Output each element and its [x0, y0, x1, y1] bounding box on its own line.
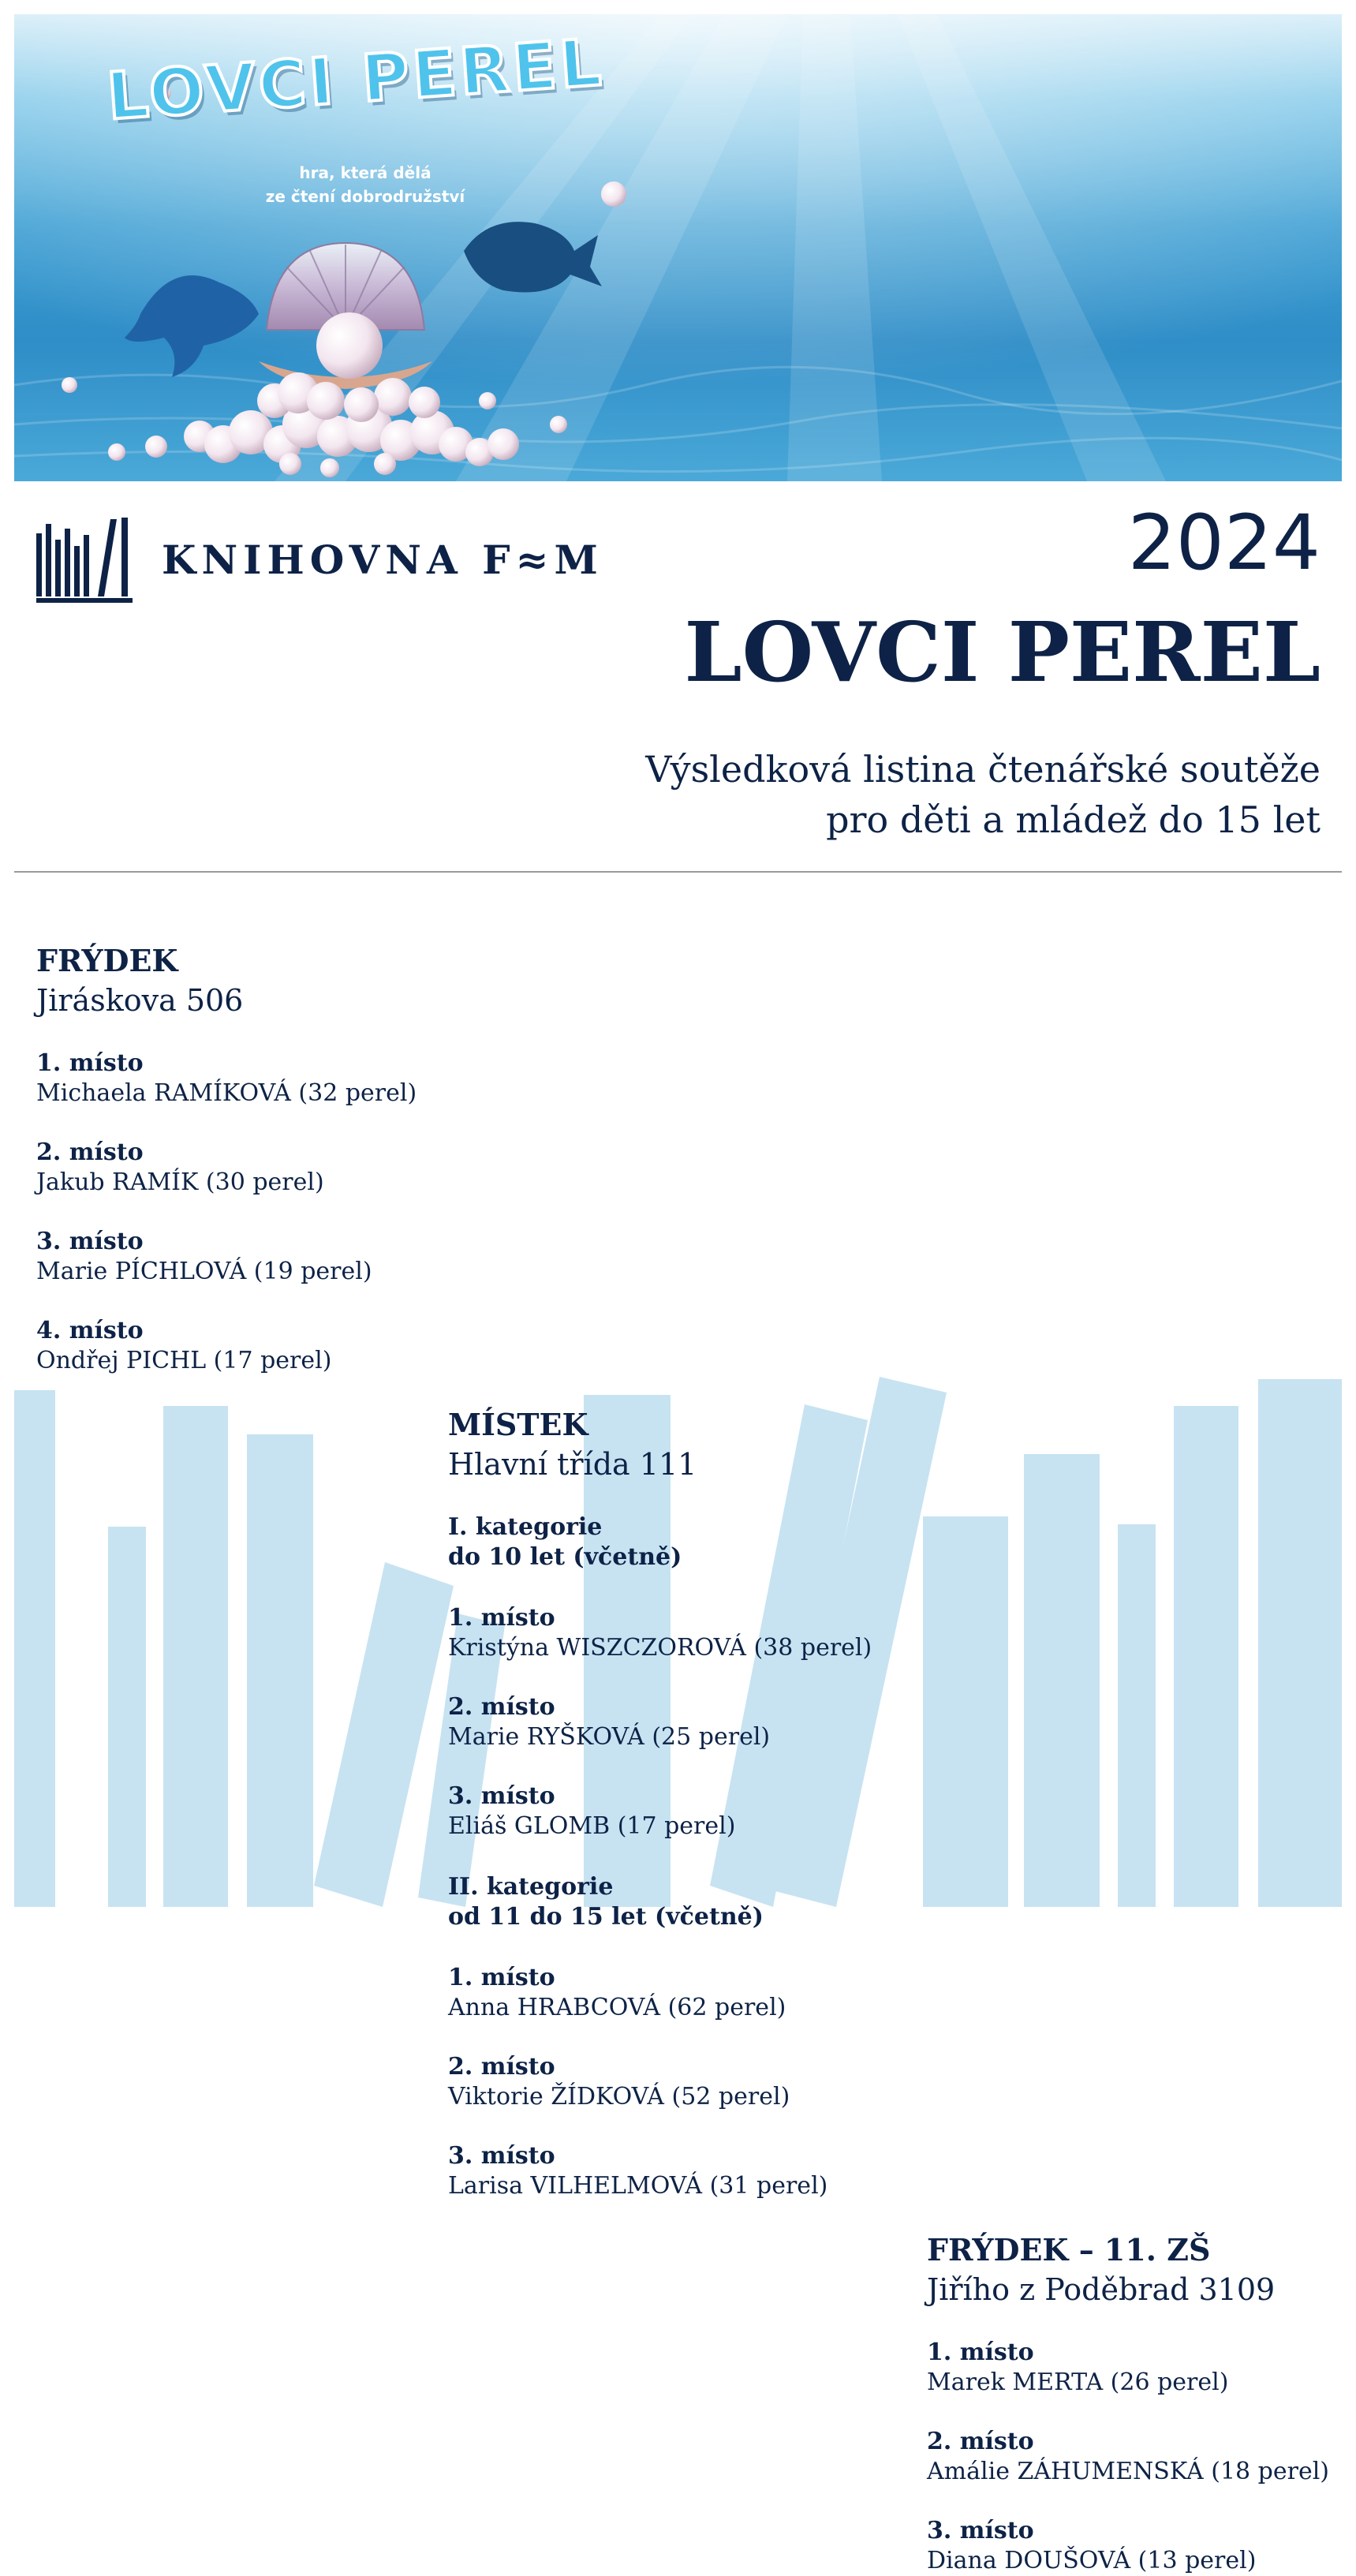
game-logo-title: LOVCI PEREL: [104, 25, 607, 135]
winner-name: Larisa VILHELMOVÁ (31 perel): [448, 2172, 828, 2200]
divider: [14, 871, 1342, 873]
branch-name: FRÝDEK – 11. ZŠ: [927, 2232, 1211, 2268]
winner-name: Jakub RAMÍK (30 perel): [36, 1168, 324, 1196]
result-entry: [448, 1603, 890, 1663]
winner-name: Michaela RAMÍKOVÁ (32 perel): [36, 1079, 417, 1107]
category-title: II. kategorie: [448, 1873, 614, 1901]
year: 2024: [1127, 499, 1321, 587]
result-entry: [448, 1782, 890, 1841]
result-entry: [927, 2427, 1353, 2487]
place-label: 2. místo: [448, 2053, 555, 2081]
place-label: 2. místo: [927, 2428, 1034, 2455]
winner-name: Marek MERTA (26 perel): [927, 2368, 1229, 2396]
place-label: 2. místo: [448, 1693, 555, 1721]
library-logo-icon: [36, 516, 133, 603]
branch-address: Hlavní třída 111: [448, 1447, 697, 1482]
branch-name: FRÝDEK: [36, 943, 178, 978]
place-label: 3. místo: [448, 2142, 555, 2170]
category-age-range: do 10 let (včetně): [448, 1543, 682, 1571]
result-entry: [36, 1049, 431, 1109]
branch-frydek-11-zs: [927, 2230, 1353, 2576]
winner-name: Kristýna WISZCZOROVÁ (38 perel): [448, 1634, 872, 1662]
winner-name: Anna HRABCOVÁ (62 perel): [448, 1994, 786, 2021]
page-title: LOVCI PEREL: [684, 604, 1321, 701]
place-label: 1. místo: [448, 1964, 555, 1991]
place-label: 1. místo: [448, 1604, 555, 1632]
branch-name: MÍSTEK: [448, 1407, 588, 1442]
subtitle-line-1: Výsledková listina čtenářské soutěže: [645, 748, 1321, 791]
result-entry: [448, 2052, 890, 2112]
place-label: 4. místo: [36, 1317, 144, 1344]
place-label: 1. místo: [36, 1049, 144, 1077]
subtitle: [645, 744, 1321, 845]
result-entry: [448, 2141, 890, 2201]
winner-name: Eliáš GLOMB (17 perel): [448, 1812, 736, 1840]
game-tagline: [235, 161, 495, 208]
banner-illustration: [14, 14, 1342, 481]
library-name: KNIHOVNA F≈M: [162, 537, 603, 583]
category-title: I. kategorie: [448, 1513, 603, 1541]
winner-name: Diana DOUŠOVÁ (13 perel): [927, 2547, 1257, 2574]
winner-name: Viktorie ŽÍDKOVÁ (52 perel): [448, 2083, 790, 2111]
result-entry: [36, 1316, 431, 1376]
place-label: 1. místo: [927, 2339, 1034, 2366]
result-entry: [927, 2516, 1353, 2576]
branch-mistek: [448, 1405, 890, 2201]
branch-frydek: [36, 941, 431, 1376]
place-label: 3. místo: [448, 1782, 555, 1810]
category-age-range: od 11 do 15 let (včetně): [448, 1903, 764, 1931]
place-label: 3. místo: [927, 2517, 1034, 2544]
result-entry: [448, 1692, 890, 1752]
place-label: 2. místo: [36, 1138, 144, 1166]
winner-name: Ondřej PICHL (17 perel): [36, 1347, 332, 1374]
category-heading: [448, 1512, 890, 1572]
winner-name: Marie RYŠKOVÁ (25 perel): [448, 1723, 771, 1751]
result-entry: [927, 2338, 1353, 2398]
subtitle-line-2: pro děti a mládež do 15 let: [826, 798, 1321, 841]
result-entry: [448, 1963, 890, 2023]
place-label: 3. místo: [36, 1228, 144, 1255]
winner-name: Amálie ZÁHUMENSKÁ (18 perel): [927, 2458, 1330, 2485]
category-heading: [448, 1872, 890, 1932]
result-entry: [36, 1227, 431, 1287]
result-entry: [36, 1138, 431, 1198]
branch-address: Jiráskova 506: [36, 983, 244, 1018]
tagline-line-1: hra, která dělá: [299, 163, 431, 182]
branch-address: Jiřího z Poděbrad 3109: [927, 2272, 1276, 2307]
tagline-line-2: ze čtení dobrodružství: [265, 187, 465, 206]
winner-name: Marie PÍCHLOVÁ (19 perel): [36, 1258, 372, 1285]
